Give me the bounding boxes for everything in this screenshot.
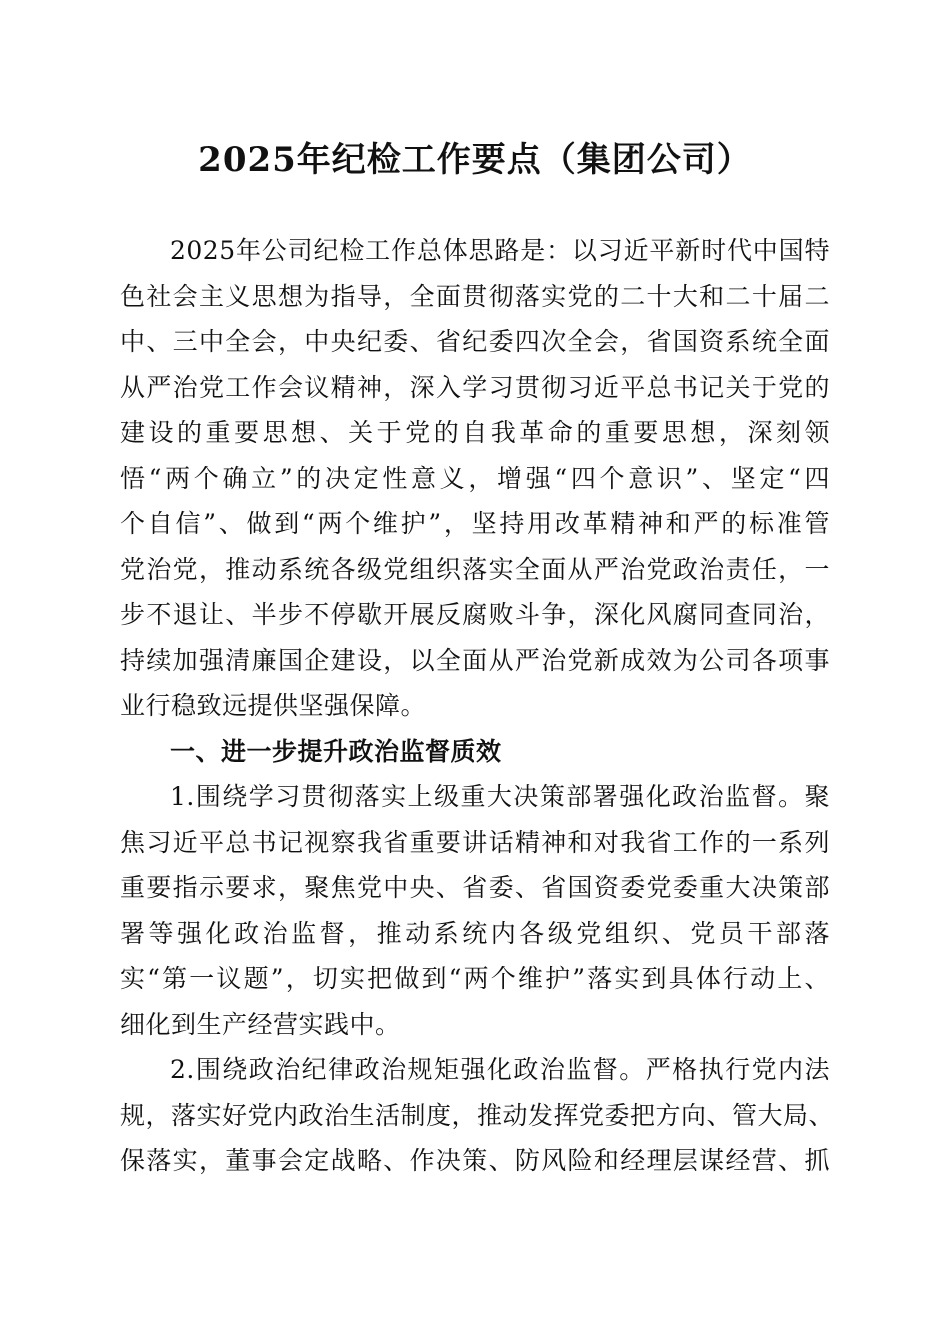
paragraph-line: 色社会主义思想为指导，全面贯彻落实党的二十大和二十届二	[120, 281, 830, 311]
paragraph-line: 实“第一议题”，切实把做到“两个维护”落实到具体行动上、	[120, 964, 830, 993]
paragraph-line: 规，落实好党内政治生活制度，推动发挥党委把方向、管大局、	[120, 1100, 835, 1130]
paragraph-line: 从严治党工作会议精神，深入学习贯彻习近平总书记关于党的	[120, 372, 830, 402]
document-title: 2025年纪检工作要点（集团公司）	[198, 140, 752, 180]
paragraph-line: 重要指示要求，聚焦党中央、省委、省国资委党委重大决策部	[120, 873, 830, 902]
paragraph-line: 党治党，推动系统各级党组织落实全面从严治党政治责任，一	[120, 554, 830, 584]
paragraph-line: 悟“两个确立”的决定性意义，增强“四个意识”、坚定“四	[120, 463, 830, 493]
paragraph-line: 署等强化政治监督，推动系统内各级党组织、党员干部落	[120, 918, 830, 948]
paragraph-line: 1.围绕学习贯彻落实上级重大决策部署强化政治监督。聚	[170, 782, 830, 811]
paragraph-line: 持续加强清廉国企建设，以全面从严治党新成效为公司各项事	[120, 645, 830, 675]
paragraph-line: 建设的重要思想、关于党的自我革命的重要思想，深刻领	[120, 418, 830, 447]
paragraph-line: 2.围绕政治纪律政治规矩强化政治监督。严格执行党内法	[170, 1055, 830, 1084]
paragraph-line: 中、三中全会，中央纪委、省纪委四次全会，省国资系统全面	[120, 327, 830, 356]
paragraph-line: 焦习近平总书记视察我省重要讲话精神和对我省工作的一系列	[120, 827, 830, 857]
section-heading: 一、进一步提升政治监督质效	[170, 736, 502, 766]
paragraph-line: 个自信”、做到“两个维护”，坚持用改革精神和严的标准管	[120, 509, 830, 538]
paragraph-line: 2025年公司纪检工作总体思路是：以习近平新时代中国特	[170, 236, 830, 265]
document-body	[120, 228, 835, 1184]
paragraph-line: 细化到生产经营实践中。	[120, 1009, 401, 1039]
paragraph-line: 保落实，董事会定战略、作决策、防风险和经理层谋经营、抓	[120, 1146, 830, 1175]
paragraph-line: 业行稳致远提供坚强保障。	[120, 691, 427, 720]
paragraph-line: 步不退让、半步不停歇开展反腐败斗争，深化风腐同查同治，	[120, 600, 830, 629]
